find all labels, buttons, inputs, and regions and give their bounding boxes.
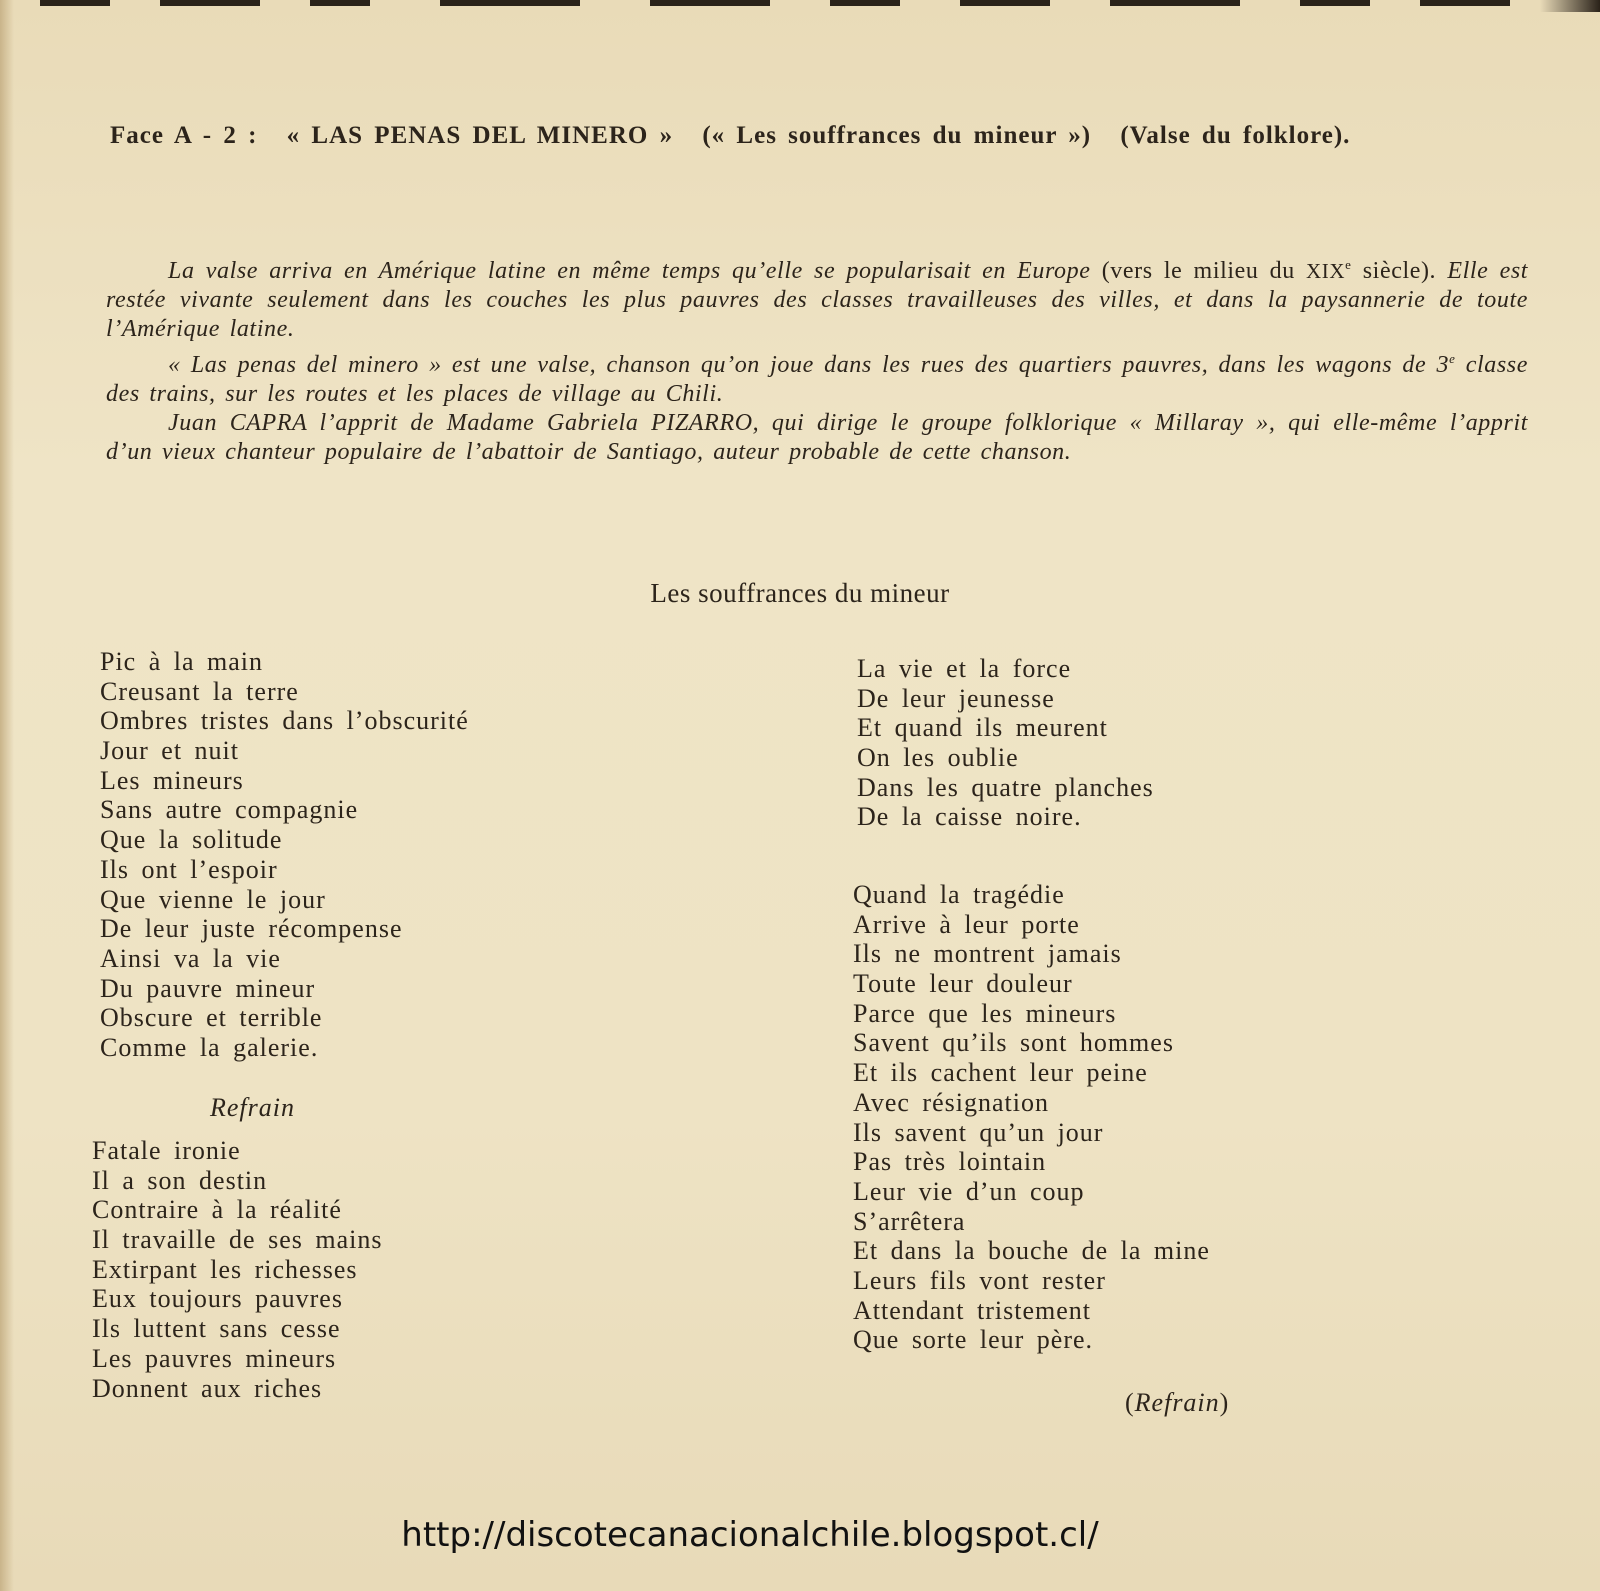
heading-genre: (Valse du folklore). bbox=[1120, 122, 1351, 149]
verse-line: Et dans la bouche de la mine bbox=[853, 1236, 1210, 1266]
verse-line: Sans autre compagnie bbox=[100, 795, 359, 825]
verse-line: Ils ont l’espoir bbox=[100, 854, 278, 884]
refrain-end bbox=[1125, 1388, 1229, 1418]
heading-title: « LAS PENAS DEL MINERO » bbox=[286, 122, 674, 149]
refrain-end-open: ( bbox=[1125, 1388, 1135, 1417]
verse-line: S’arrêtera bbox=[853, 1206, 966, 1236]
verse-line: De la caisse noire. bbox=[857, 802, 1082, 832]
verse-line: Creusant la terre bbox=[100, 676, 299, 706]
intro-p1-sup: e bbox=[1345, 257, 1352, 272]
verse-line: Que vienne le jour bbox=[100, 884, 326, 914]
verse-line: Les mineurs bbox=[100, 765, 244, 795]
intro-paragraph-3 bbox=[106, 409, 1528, 467]
verse-line: Ombres tristes dans l’obscurité bbox=[100, 706, 469, 736]
verse-line: Arrive à leur porte bbox=[853, 909, 1080, 939]
verse-line: Quand la tragédie bbox=[853, 880, 1065, 909]
verse-line: Leur vie d’un coup bbox=[853, 1176, 1085, 1206]
verse-line: De leur juste récompense bbox=[100, 914, 403, 944]
verse-line: Extirpant les richesses bbox=[92, 1254, 358, 1284]
verse-line: Savent qu’ils sont hommes bbox=[853, 1028, 1174, 1058]
verse-line: Que la solitude bbox=[100, 825, 283, 855]
verse-line: Il a son destin bbox=[92, 1165, 268, 1195]
verse-line: Les pauvres mineurs bbox=[92, 1343, 337, 1373]
verse-line: Contraire à la réalité bbox=[92, 1195, 342, 1225]
verse-line: Ils savent qu’un jour bbox=[853, 1117, 1104, 1147]
heading-translation: (« Les souffrances du mineur ») bbox=[702, 122, 1092, 149]
intro-p1-century: XIX bbox=[1306, 259, 1346, 283]
intro-p3: Juan CAPRA l’apprit de Madame Gabriela PIZARRO, qui dirige le groupe folklorique « Millaray », qui elle-même l’apprit d’un vieux chanteur populaire de l’abattoir de Santiago, auteur probable de cette chanson. bbox=[106, 410, 1528, 465]
poem-title: Les souffrances du mineur bbox=[650, 578, 950, 608]
intro-paragraph-1 bbox=[106, 250, 1528, 344]
verse-line: Jour et nuit bbox=[100, 736, 239, 766]
verse-line: Obscure et terrible bbox=[100, 1003, 323, 1033]
verse-line: Ainsi va la vie bbox=[100, 943, 281, 973]
page-edge-shadow bbox=[0, 0, 14, 1591]
verse-line: Toute leur douleur bbox=[853, 969, 1073, 999]
intro-p1-italic-b: Elle est restée vivante seulement dans les couches les plus pauvres des classes travailleuses des villes, et dans la paysannerie de toute l’Amérique latine. bbox=[106, 258, 1529, 342]
verse-line: Avec résignation bbox=[853, 1087, 1049, 1117]
intro-p1-roman-b: siècle). bbox=[1362, 258, 1437, 284]
verse-line: Ils luttent sans cesse bbox=[92, 1314, 341, 1344]
intro-p2-b: classe des trains, sur les routes et les places de village au Chili. bbox=[106, 352, 1528, 407]
track-heading bbox=[110, 122, 1530, 150]
verse-line: Et quand ils meurent bbox=[857, 713, 1108, 743]
verse-line: Dans les quatre planches bbox=[857, 772, 1154, 802]
verse-left-1 bbox=[100, 647, 469, 1063]
verse-right-2 bbox=[853, 880, 1210, 1355]
verse-line: Pas très lointain bbox=[853, 1147, 1047, 1177]
verse-left-2 bbox=[92, 1136, 382, 1403]
intro-p1-italic: La valse arriva en Amérique latine en même temps qu’elle se popularisait en Europe bbox=[168, 258, 1091, 284]
intro-p2-sup: e bbox=[1449, 351, 1456, 366]
verse-line: Il travaille de ses mains bbox=[92, 1225, 383, 1255]
intro-text bbox=[106, 250, 1528, 467]
refrain-end-word: Refrain bbox=[1134, 1388, 1220, 1417]
verse-line: La vie et la force bbox=[857, 654, 1072, 683]
intro-paragraph-2 bbox=[106, 344, 1528, 409]
verse-line: Du pauvre mineur bbox=[100, 973, 316, 1003]
top-corner-shadow bbox=[1540, 0, 1600, 12]
footer-url: http://discotecanacionalchile.blogspot.cl/ bbox=[401, 1515, 1099, 1555]
verse-line: Attendant tristement bbox=[853, 1295, 1092, 1325]
verse-line: Leurs fils vont rester bbox=[853, 1265, 1106, 1295]
verse-line: Fatale ironie bbox=[92, 1136, 241, 1165]
refrain-label: Refrain bbox=[210, 1093, 295, 1122]
verse-line: De leur jeunesse bbox=[857, 683, 1055, 713]
refrain-end-close: ) bbox=[1219, 1388, 1230, 1417]
verse-line: Eux toujours pauvres bbox=[92, 1284, 343, 1314]
verse-line: Ils ne montrent jamais bbox=[853, 939, 1122, 969]
heading-face: Face A - 2 : bbox=[110, 122, 258, 149]
verse-line: Donnent aux riches bbox=[92, 1373, 323, 1403]
verse-line: Que sorte leur père. bbox=[853, 1325, 1094, 1355]
intro-p1-roman: (vers le milieu du bbox=[1101, 258, 1295, 284]
verse-line: Parce que les mineurs bbox=[853, 998, 1117, 1028]
verse-line: On les oublie bbox=[857, 743, 1019, 773]
intro-p2-a: « Las penas del minero » est une valse, chanson qu’on joue dans les rues des quartiers pauvres, dans les wagons de 3 bbox=[168, 352, 1450, 378]
verse-line: Comme la galerie. bbox=[100, 1032, 319, 1062]
verse-line: Pic à la main bbox=[100, 647, 264, 676]
top-edge-strip bbox=[0, 0, 1600, 10]
verse-right-1 bbox=[857, 654, 1154, 832]
verse-line: Et ils cachent leur peine bbox=[853, 1058, 1148, 1088]
